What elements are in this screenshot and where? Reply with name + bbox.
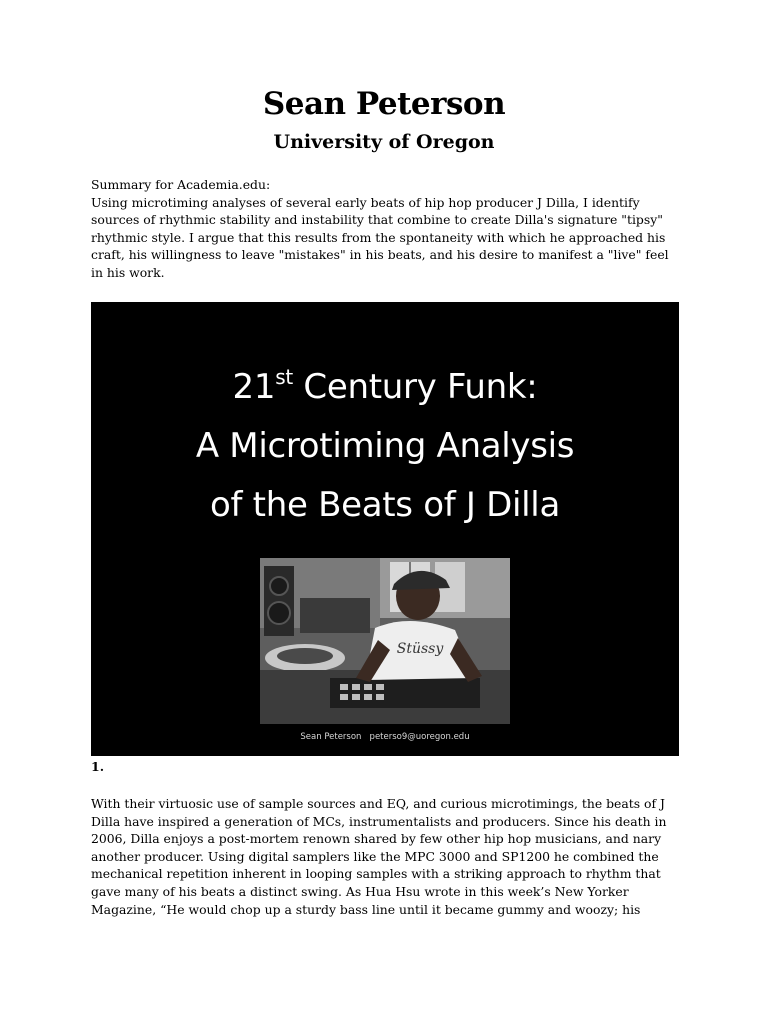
summary-line: rhythmic style. I argue that this results from the spontaneity with which he approached his: [91, 229, 666, 245]
summary-line: sources of rhythmic stability and instability that combine to create Dilla's signature "tipsy": [91, 212, 663, 228]
title-slide-image: [91, 302, 679, 756]
slide-title-superscript: st: [275, 365, 293, 389]
body-line: 2006, Dilla enjoys a post-mortem renown shared by few other hip hop musicians, and nary: [91, 831, 662, 847]
producer-photo: [260, 558, 510, 724]
slide-title-suffix: Century Funk:: [292, 367, 538, 407]
slide-credit: Sean Peterson peterso9@uoregon.edu: [300, 732, 470, 742]
summary-paragraph: [91, 176, 681, 282]
slide-title-line-1: [91, 358, 679, 417]
body-paragraph: [91, 795, 681, 918]
body-line: gave many of his beats a distinct swing. As Hua Hsu wrote in this week’s New Yorker: [91, 883, 629, 899]
slide-title-number: 21: [232, 367, 276, 407]
author-name: Sean Peterson: [262, 86, 506, 122]
body-line: mechanical repetition inherent in looping samples with a striking approach to rhythm that: [91, 866, 661, 882]
figure-number: 1.: [91, 759, 105, 774]
body-line: Magazine, “He would chop up a sturdy bass line until it became gummy and woozy; his: [91, 901, 641, 917]
summary-line: Using microtiming analyses of several early beats of hip hop producer J Dilla, I identify: [91, 194, 640, 210]
summary-line: craft, his willingness to leave "mistakes" in his beats, and his desire to manifest a "live" feel: [91, 247, 669, 263]
shirt-logo-text: Stüssy: [396, 641, 444, 657]
body-line: Dilla have inspired a generation of MCs, instrumentalists and producers. Since his death in: [91, 813, 667, 829]
summary-line: Summary for Academia.edu:: [91, 177, 271, 192]
summary-line: in his work.: [91, 264, 165, 280]
slide-title-line-2: A Microtiming Analysis: [195, 426, 575, 466]
author-affiliation: University of Oregon: [273, 131, 495, 153]
producer-photo-illustration: [260, 558, 510, 724]
slide-title-line-3: of the Beats of J Dilla: [210, 485, 560, 525]
slide-title: [91, 358, 679, 535]
body-line: With their virtuosic use of sample sources and EQ, and curious microtimings, the beats of J: [91, 796, 665, 811]
body-line: another producer. Using digital samplers like the MPC 3000 and SP1200 he combined the: [91, 848, 659, 864]
